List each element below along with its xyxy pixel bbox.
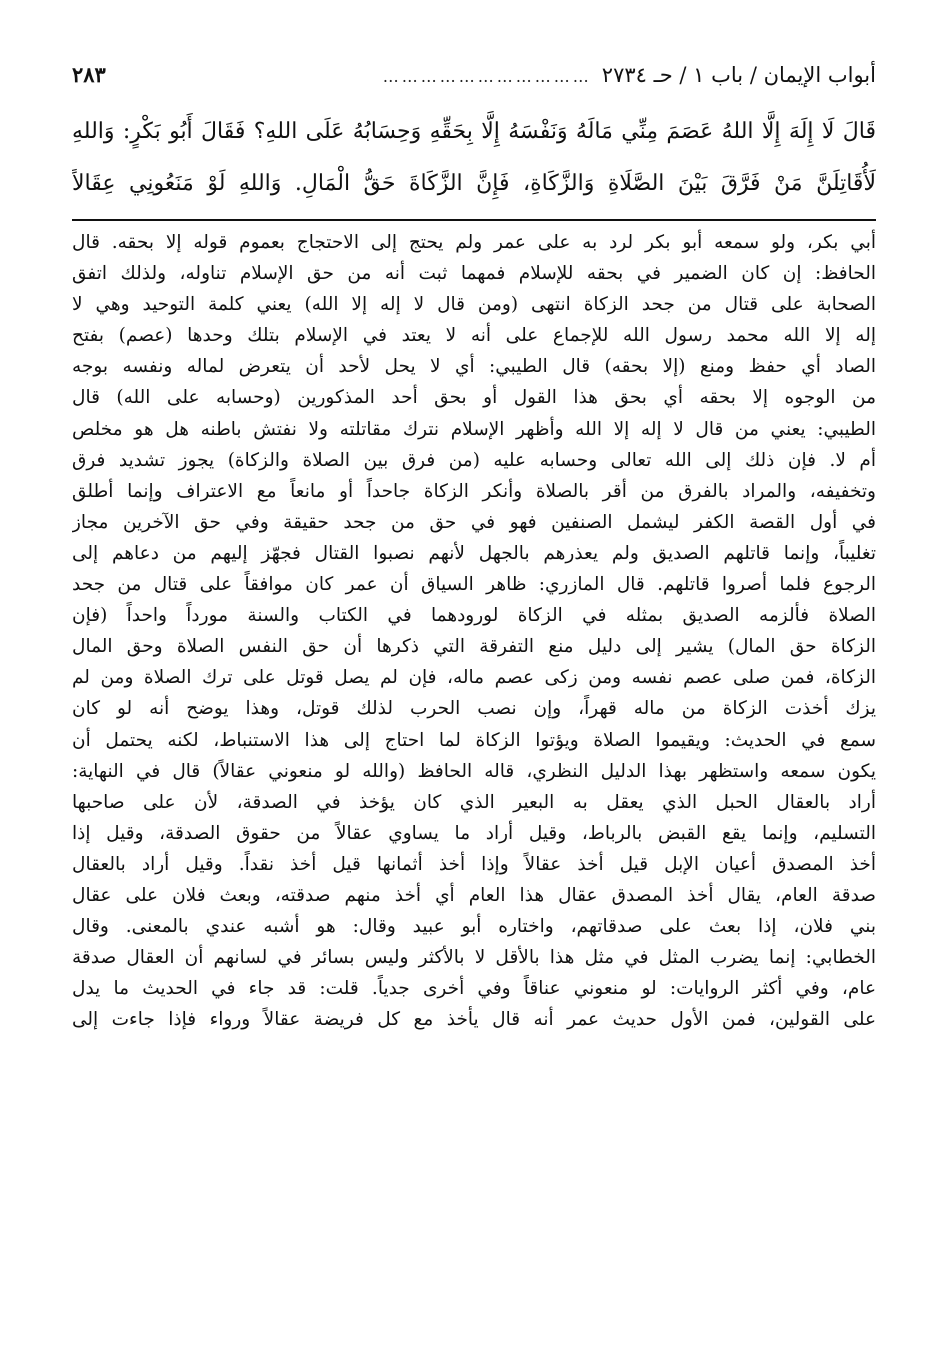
running-title: أبواب الإيمان / باب ١ / حـ ٢٧٣٤ — [601, 63, 876, 87]
commentary-line: وتخفيفه، والمراد بالفرق من أقر بالصلاة وأنكر الزكاة جاحداً أو مانعاً مع الاعتراف وإنما أطلق — [72, 480, 876, 502]
commentary-line: أبي بكر، ولو سمعه أبو بكر لرد به على عمر ولم يحتج إلى الاحتجاج بعموم قوله إلا بحقه. قال — [72, 232, 876, 253]
commentary-line: عام، وفي أكثر الروايات: لو منعوني عناقاً وفي أخرى جدياً. قلت: قد جاء في الحديث ما يدل — [72, 978, 876, 1000]
separator-rule — [72, 219, 876, 221]
commentary-line: صدقة العام، يقال أخذ المصدق عقال هذا العام أي أخذ منهم صدقته، وبعث فلان على عقال — [72, 884, 876, 906]
commentary-line: من الوجوه إلا بحقه أي بحق هذا القول أو بحق أحد المذكورين (وحسابه على الله) قال — [72, 387, 876, 409]
commentary-line: الحافظ: إن كان الضمير في بحقه للإسلام فمهما ثبت أنه من حق الإسلام تناوله، ولذلك اتفق — [72, 263, 876, 285]
commentary-line: الصلاة فألزمه الصديق بمثله في الزكاة لورودهما في الكتاب والسنة مورداً واحداً (فإن — [72, 605, 876, 627]
commentary-line: أم لا. فإن ذلك إلى الله تعالى وحسابه عليه (من فرق بين الصلاة والزكاة) يجوز تشديد فرق — [72, 449, 876, 471]
commentary-line: أخذ المصدق أعيان الإبل قيل أخذ عقالاً وإذا أخذ أثمانها قيل أخذ نقداً. وقيل أراد بالعقال — [72, 853, 876, 875]
commentary-line: سمع في الحديث: ويقيموا الصلاة ويؤتوا الزكاة لما احتاج إلى هذا الاستنباط، لكنه يحتمل أن — [72, 729, 876, 751]
commentary-line: يزك أخذت الزكاة من ماله قهراً، وإن نصب الحرب لذلك قوتل، وهذا يوضح أنه لو كان — [72, 698, 876, 720]
commentary-line: بني فلان، إذا بعث على صدقاتهم، واختاره أبو عبيد وقال: هو أشبه عندي بالمعنى. وقال — [72, 916, 876, 938]
leader-dots: …………………………… — [382, 67, 592, 86]
commentary-text — [72, 227, 876, 1035]
hadith-line: قَالَ لَا إِلَهَ إِلَّا اللهُ عَصَمَ مِنِّي مَالَهُ وَنَفْسَهُ إِلَّا بِحَقِّهِ وَحِسَابُهُ عَلَى اللهِ؟ فَقَالَ أَبُو بَكْرٍ: وَاللهِ — [72, 119, 876, 144]
commentary-line: الزكاة حق المال) يشير إلى دليل منع التفرقة التي ذكرها أن حق النفس الصلاة وحق المال — [72, 636, 876, 658]
hadith-line: لَأُقَاتِلَنَّ مَنْ فَرَّقَ بَيْنَ الصَّلَاةِ وَالزَّكَاةِ، فَإِنَّ الزَّكَاةَ حَقُّ الْمَالِ. وَاللهِ لَوْ مَنَعُونِي عِقَالاً — [72, 171, 876, 196]
book-page — [72, 62, 876, 1035]
commentary-line: الخطابي: إنما يضرب المثل في مثل هذا بالأقل لا بالأكثر وليس بسائر في لسانهم أن العقال صدقة — [72, 947, 876, 969]
commentary-line: في أول القصة الكفر ليشمل الصنفين فهو في حق من جحد حقيقة وفي حق الآخرين مجاز — [72, 511, 876, 533]
commentary-line: الطيبي: يعني من قال لا إله إلا الله وأظهر الإسلام نترك مقاتلته ولا نفتش باطنه هل هو مخلص — [72, 418, 876, 440]
commentary-line: الصاد أي حفظ ومنع (إلا بحقه) قال الطيبي: أي لا يحل لأحد أن يتعرض لماله ونفسه بوجه — [72, 356, 876, 378]
commentary-line: يكون سمعه واستظهر بهذا الدليل النظري، قاله الحافظ (والله لو منعوني عقالاً) قال في النهاية: — [72, 760, 876, 782]
running-header — [72, 62, 876, 106]
commentary-line: الرجوع فلما أصروا قاتلهم. قال المازري: ظاهر السياق أن عمر كان موافقاً على قتال من جحد — [72, 574, 876, 596]
commentary-line: إله إلا الله محمد رسول الله للإجماع على أنه لا يعتد في الإسلام بتلك وحدها (عصم) بفتح — [72, 325, 876, 347]
commentary-line: تغليباً، وإنما قاتلهم الصديق ولم يعذرهم بالجهل لأنهم نصبوا القتال فجهّز إليهم من دعاهم إلى — [72, 542, 876, 564]
commentary-line: أراد بالعقال الحبل الذي يعقل به البعير الذي كان يؤخذ في الصدقة، لأن على صاحبها — [72, 791, 876, 813]
page-number: ٢٨٣ — [72, 62, 106, 87]
commentary-line: على القولين، فمن الأول حديث عمر أنه قال يأخذ مع كل فريضة عقالاً ورواء فإذا جاءت إلى — [72, 1009, 876, 1031]
commentary-line: الزكاة، فمن صلى عصم نفسه ومن زكى عصم ماله، فإن لم يصل قوتل على ترك الصلاة ومن لم — [72, 667, 876, 689]
hadith-text — [72, 106, 876, 210]
commentary-line: التسليم، وإنما يقع القبض بالرباط، وقيل أراد ما يساوي عقالاً من حقوق الصدقة، وقيل إذا — [72, 822, 876, 844]
commentary-line: الصحابة على قتال من جحد الزكاة انتهى (ومن قال لا إله إلا الله) يعني كلمة التوحيد وهي لا — [72, 294, 876, 316]
